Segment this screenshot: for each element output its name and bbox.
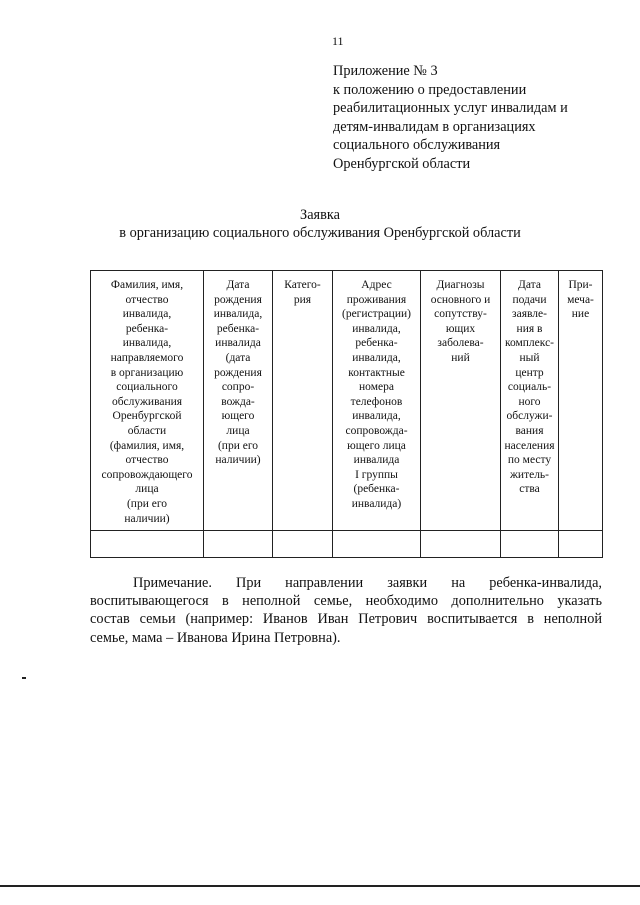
appendix-line: социального обслуживания — [333, 137, 501, 153]
note-line: семье, мама – Иванова Ирина Петровна). — [90, 629, 341, 646]
table-cell — [204, 531, 273, 558]
appendix-line: Приложение № 3 — [333, 63, 438, 79]
note-line: Примечание. При направлении заявки на ребенка-инвалида, — [133, 575, 602, 591]
document-title: Заявка — [300, 207, 340, 223]
request-table — [90, 270, 603, 558]
bottom-rule — [0, 885, 640, 887]
table-header-row — [91, 271, 603, 531]
header-birth-date: Дата рождения инвалида, ребенка- инвалида (дата рождения сопро- вожда- ющего лица (при его наличии) — [204, 271, 273, 531]
header-address: Адрес проживания (регистрации) инвалида, ребенка- инвалида, контактные номера телефонов инвалида, сопровожда- ющего лица инвалида I группы (ребенка- инвалида) — [333, 271, 421, 531]
table-row — [91, 531, 603, 558]
appendix-line: к положению о предоставлении — [333, 81, 527, 98]
header-note: При- меча- ние — [559, 271, 603, 531]
note-line: состав семьи (например: Иванов Иван Петрович воспитывается в неполной — [90, 611, 602, 628]
table-cell — [501, 531, 559, 558]
header-application-date: Дата подачи заявле- ния в комплекс- ный центр социаль- ного обслужи- вания населения по месту житель- ства — [501, 271, 559, 531]
document-subtitle: в организацию социального обслуживания Оренбургской области — [119, 225, 521, 241]
table-cell — [333, 531, 421, 558]
header-category: Катего- рия — [273, 271, 333, 531]
page-number: 11 — [332, 34, 344, 48]
table-cell — [91, 531, 204, 558]
header-diagnoses: Диагнозы основного и сопутству- ющих заболева- ний — [421, 271, 501, 531]
margin-mark — [22, 677, 26, 679]
note-paragraph — [90, 574, 602, 647]
header-full-name: Фамилия, имя, отчество инвалида, ребенка- инвалида, направляемого в организацию социального обслуживания Оренбургской области (фамилия, имя, отчество сопровождающего лица (при его наличии) — [91, 271, 204, 531]
appendix-header — [333, 62, 633, 173]
appendix-line: реабилитационных услуг инвалидам и — [333, 100, 568, 116]
note-line: воспитывающегося в неполной семье, необходимо дополнительно указать — [90, 593, 602, 610]
appendix-line: Оренбургской области — [333, 155, 471, 172]
table-cell — [421, 531, 501, 558]
table-cell — [273, 531, 333, 558]
appendix-line: детям-инвалидам в организациях — [333, 118, 536, 135]
table-cell — [559, 531, 603, 558]
